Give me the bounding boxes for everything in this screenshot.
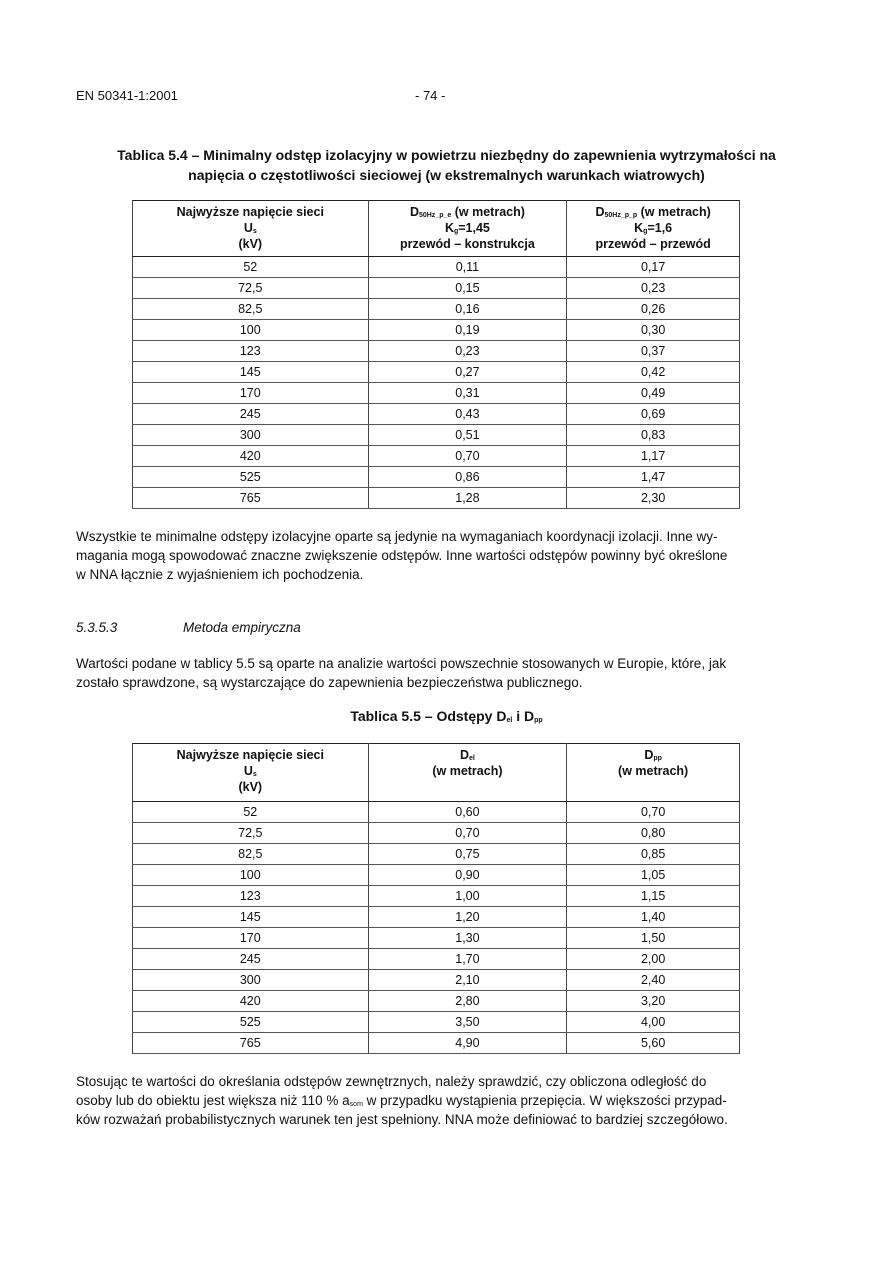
table-cell: 0,80 [567, 823, 740, 844]
table-cell: 765 [133, 488, 369, 509]
table-cell: 0,26 [567, 299, 740, 320]
table-cell: 1,05 [567, 865, 740, 886]
table-row [133, 802, 740, 823]
table-5-4-header-row [133, 201, 740, 257]
table-row [133, 446, 740, 467]
table-row [133, 404, 740, 425]
table-cell: 0,23 [567, 278, 740, 299]
table-cell: 300 [133, 970, 369, 991]
table-row [133, 425, 740, 446]
table-cell: 123 [133, 886, 369, 907]
table-cell: 0,30 [567, 320, 740, 341]
table-5-4-caption [60, 145, 833, 185]
table-cell: 0,49 [567, 383, 740, 404]
table-cell: 420 [133, 991, 369, 1012]
table-row [133, 907, 740, 928]
table-cell: 0,42 [567, 362, 740, 383]
table-5-5-caption: Tablica 5.5 – Odstępy $D_{el}$ i $D_{pp}$ [350, 708, 543, 724]
table-cell: 1,30 [368, 928, 567, 949]
table-cell: 0,27 [368, 362, 567, 383]
table-5-4-col-pe: $D_{50Hz\_p\_e}$ (w metrach) $K_g=1,45$ przewód – konstrukcja [368, 201, 567, 257]
table-cell: 0,86 [368, 467, 567, 488]
table-cell: 1,50 [567, 928, 740, 949]
table-cell: 145 [133, 362, 369, 383]
table-row [133, 320, 740, 341]
table-cell: 0,17 [567, 257, 740, 278]
paragraph-empirical-method: Wartości podane w tablicy 5.5 są oparte na analizie wartości powszechnie stosowanych w Europie, które, jak zostało sprawdzone, są wystarczające do zapewnienia bezpieczeństwa publicznego. [76, 656, 727, 690]
section-number: 5.3.5.3 [76, 620, 118, 635]
table-row [133, 844, 740, 865]
table-row [133, 467, 740, 488]
table-cell: 765 [133, 1033, 369, 1054]
table-5-4-caption-line1: Tablica 5.4 – Minimalny odstęp izolacyjny w powietrzu niezbędny do zapewnienia wytrzymałości na [117, 147, 776, 163]
table-cell: 0,16 [368, 299, 567, 320]
table-row [133, 1012, 740, 1033]
table-cell: 1,47 [567, 467, 740, 488]
table-cell: 1,40 [567, 907, 740, 928]
table-cell: 82,5 [133, 299, 369, 320]
table-row [133, 278, 740, 299]
table-cell: 0,75 [368, 844, 567, 865]
table-cell: 100 [133, 865, 369, 886]
table-row [133, 886, 740, 907]
table-cell: 0,70 [368, 823, 567, 844]
table-cell: 1,20 [368, 907, 567, 928]
table-cell: 245 [133, 404, 369, 425]
table-cell: 0,31 [368, 383, 567, 404]
table-cell: 2,00 [567, 949, 740, 970]
table-cell: 4,90 [368, 1033, 567, 1054]
table-cell: 0,60 [368, 802, 567, 823]
table-cell: 0,85 [567, 844, 740, 865]
table-cell: 1,28 [368, 488, 567, 509]
table-row [133, 341, 740, 362]
table-row [133, 949, 740, 970]
table-cell: 82,5 [133, 844, 369, 865]
table-5-5 [132, 743, 740, 1054]
table-cell: 0,23 [368, 341, 567, 362]
table-cell: 0,43 [368, 404, 567, 425]
table-row [133, 383, 740, 404]
table-cell: 525 [133, 467, 369, 488]
table-cell: 525 [133, 1012, 369, 1033]
table-cell: 170 [133, 928, 369, 949]
table-cell: 0,70 [567, 802, 740, 823]
table-cell: 0,90 [368, 865, 567, 886]
table-5-5-col-dpp: $D_{pp}$ (w metrach) [567, 744, 740, 802]
table-cell: 2,30 [567, 488, 740, 509]
table-5-4 [132, 200, 740, 509]
table-row [133, 991, 740, 1012]
table-cell: 420 [133, 446, 369, 467]
table-cell: 4,00 [567, 1012, 740, 1033]
table-5-5-col-del: $D_{el}$ (w metrach) [368, 744, 567, 802]
table-cell: 72,5 [133, 823, 369, 844]
table-5-5-header-row [133, 744, 740, 802]
table-cell: 0,15 [368, 278, 567, 299]
table-cell: 52 [133, 802, 369, 823]
table-cell: 145 [133, 907, 369, 928]
table-cell: 72,5 [133, 278, 369, 299]
table-row [133, 257, 740, 278]
table-cell: 0,83 [567, 425, 740, 446]
table-cell: 0,51 [368, 425, 567, 446]
table-cell: 100 [133, 320, 369, 341]
table-cell: 0,19 [368, 320, 567, 341]
table-cell: 2,40 [567, 970, 740, 991]
table-cell: 0,37 [567, 341, 740, 362]
table-row [133, 299, 740, 320]
table-cell: 5,60 [567, 1033, 740, 1054]
table-cell: 245 [133, 949, 369, 970]
paragraph-clearance-note: Wszystkie te minimalne odstępy izolacyjne oparte są jedynie na wymaganiach koordynacji izolacji. Inne wy- magania mogą spowodować znaczne zwiększenie odstępów. Inne wartości odstępów powinny być określone w NNA łącznie z wyjaśnieniem ich pochodzenia. [76, 529, 728, 582]
table-cell: 1,70 [368, 949, 567, 970]
table-5-4-col-pp: $D_{50Hz\_p\_p}$ (w metrach) $K_g=1,6$ przewód – przewód [567, 201, 740, 257]
table-cell: 123 [133, 341, 369, 362]
table-row [133, 865, 740, 886]
table-cell: 1,15 [567, 886, 740, 907]
table-cell: 0,70 [368, 446, 567, 467]
table-5-4-col-voltage: Najwyższe napięcie sieci $U_s$ (kV) [133, 201, 369, 257]
table-cell: 0,69 [567, 404, 740, 425]
table-row [133, 488, 740, 509]
section-title: Metoda empiryczna [183, 620, 301, 635]
table-cell: 300 [133, 425, 369, 446]
table-row [133, 1033, 740, 1054]
table-row [133, 362, 740, 383]
table-cell: 2,10 [368, 970, 567, 991]
table-cell: 3,50 [368, 1012, 567, 1033]
table-cell: 52 [133, 257, 369, 278]
table-5-4-caption-line2: napięcia o częstotliwości sieciowej (w ekstremalnych warunkach wiatrowych) [188, 167, 705, 183]
table-cell: 1,17 [567, 446, 740, 467]
table-cell: 0,11 [368, 257, 567, 278]
table-cell: 170 [133, 383, 369, 404]
table-cell: 3,20 [567, 991, 740, 1012]
table-cell: 2,80 [368, 991, 567, 1012]
table-5-5-col-voltage: Najwyższe napięcie sieci $U_s$ (kV) [133, 744, 369, 802]
page-number: - 74 - [415, 88, 446, 103]
paragraph-external-clearance: Stosując te wartości do określania odstępów zewnętrznych, należy sprawdzić, czy obliczona odległość do osoby lub do obiektu jest większa niż 110 % $a_{som}$ w przypadku wystąpienia przepięcia. W większości przypad- ków rozważań probabilistycznych warunek ten jest spełniony. NNA może definiować to bardziej szczegółowo. [76, 1074, 728, 1127]
table-cell: 1,00 [368, 886, 567, 907]
table-row [133, 970, 740, 991]
document-id: EN 50341-1:2001 [76, 88, 178, 103]
table-row [133, 928, 740, 949]
table-row [133, 823, 740, 844]
